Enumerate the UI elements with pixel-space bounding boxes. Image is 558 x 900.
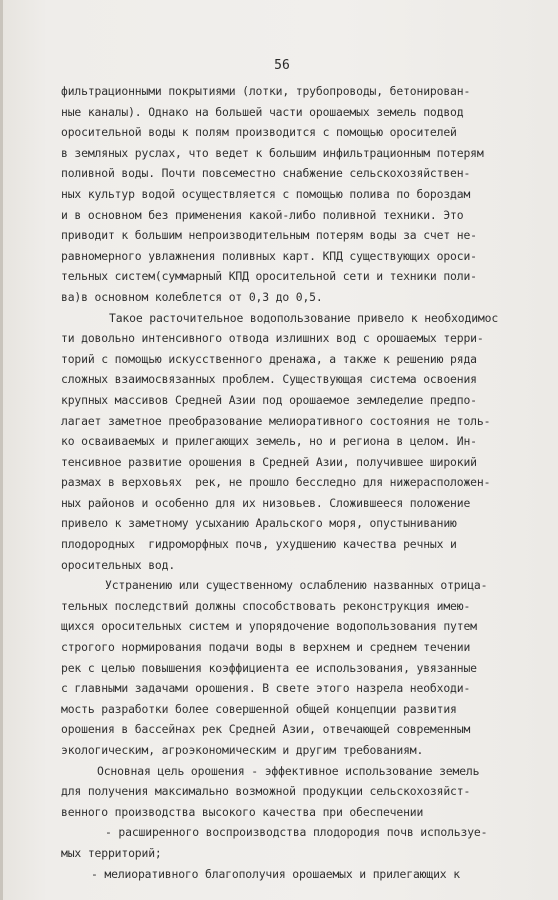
paragraph-start-line: Такое расточительное водопользование привело к необходимос bbox=[109, 310, 499, 325]
text-line: в земляных руслах, что ведет к большим инфильтрационным потерям bbox=[61, 145, 484, 160]
text-line: ных районов и особенно для их низовьев. Сложившееся положение bbox=[61, 495, 471, 510]
text-line: оросительной воды к полям производится с помощью оросителей bbox=[61, 125, 457, 140]
text-line: фильтрационными покрытиями (лотки, трубопроводы, бетонирован- bbox=[61, 84, 471, 98]
text-line: оросительных вод. bbox=[61, 557, 176, 572]
text-line: для получения максимально возможной продукции сельскохозяйст- bbox=[61, 784, 471, 799]
list-item-line: - расширенного воспроизводства плодородия почв используе- bbox=[105, 825, 488, 840]
text-line: тенсивное развитие орошения в Средней Азии, получившее широкий bbox=[61, 454, 477, 469]
text-line: торий с помощью искусственного дренажа, а также к решению ряда bbox=[61, 351, 477, 366]
text-line: строгого нормирования подачи воды в верхнем и среднем течении bbox=[61, 640, 471, 655]
text-line: с главными задачами орошения. В свете этого назрела необходи- bbox=[61, 681, 471, 696]
text-line: размах в верховьях рек, не прошло бесследно для нижерасположен- bbox=[61, 475, 491, 490]
list-item-line: - мелиоративного благополучия орошаемых и прилегающих к bbox=[91, 866, 460, 881]
body-text bbox=[61, 81, 543, 884]
text-line: экологическим, агроэкономическим и другим требованиям. bbox=[61, 743, 424, 757]
text-line: мых территорий; bbox=[61, 845, 162, 860]
text-line: ти довольно интенсивного отвода излишних вод с орошаемых терри- bbox=[61, 331, 484, 346]
text-line: ных культур водой осуществляется с помощью полива по бороздам bbox=[61, 186, 471, 201]
page-number: 56 bbox=[274, 58, 290, 73]
text-line: венного производства высокого качества при обеспечении bbox=[61, 804, 424, 819]
text-line: и в основном без применения какой-либо поливной техники. Это bbox=[61, 207, 464, 222]
text-line: поливной воды. Почти повсеместно снабжение сельскохозяйствен- bbox=[61, 166, 471, 181]
text-line: сложных взаимосвязанных проблем. Существующая система освоения bbox=[61, 372, 477, 387]
text-line: равномерного увлажнения поливных карт. КПД существующих ороси- bbox=[61, 248, 477, 263]
text-line: приводит к большим непроизводительным потерям воды за счет не- bbox=[61, 228, 477, 243]
text-line: орошения в бассейнах рек Средней Азии, отвечающей современным bbox=[61, 722, 471, 737]
text-line: ные каналы). Однако на большей части орошаемых земель подвод bbox=[61, 104, 464, 119]
text-line: тельных последствий должны способствовать реконструкция имею- bbox=[61, 598, 471, 613]
text-line: рек с целью повышения коэффициента ее использования, увязанные bbox=[61, 660, 477, 675]
text-line: щихся оросительных систем и упорядочение водопользования путем bbox=[61, 619, 477, 634]
text-line: тельных систем(суммарный КПД оросительной сети и техники поли- bbox=[61, 269, 477, 284]
paragraph-start-line: Устранению или существенному ослаблению названных отрица- bbox=[105, 578, 488, 593]
text-line: лагает заметное преобразование мелиоративного состояния не толь- bbox=[61, 413, 491, 428]
text-line: ко осваиваемых и прилегающих земель, но и региона в целом. Ин- bbox=[61, 434, 477, 449]
text-line: плодородных гидроморфных почв, ухудшению качества речных и bbox=[61, 537, 457, 552]
paragraph-start-line: Основная цель орошения - эффективное использование земель bbox=[97, 763, 480, 778]
text-line: крупных массивов Средней Азии под орошаемое земледелие предпо- bbox=[61, 392, 477, 407]
text-line: привело к заметному усыханию Аральского моря, опустыниванию bbox=[61, 516, 457, 531]
text-line: мость разработки более совершенной общей концепции развития bbox=[61, 701, 457, 716]
text-line: ва)в основном колеблется от 0,3 до 0,5. bbox=[61, 289, 323, 304]
